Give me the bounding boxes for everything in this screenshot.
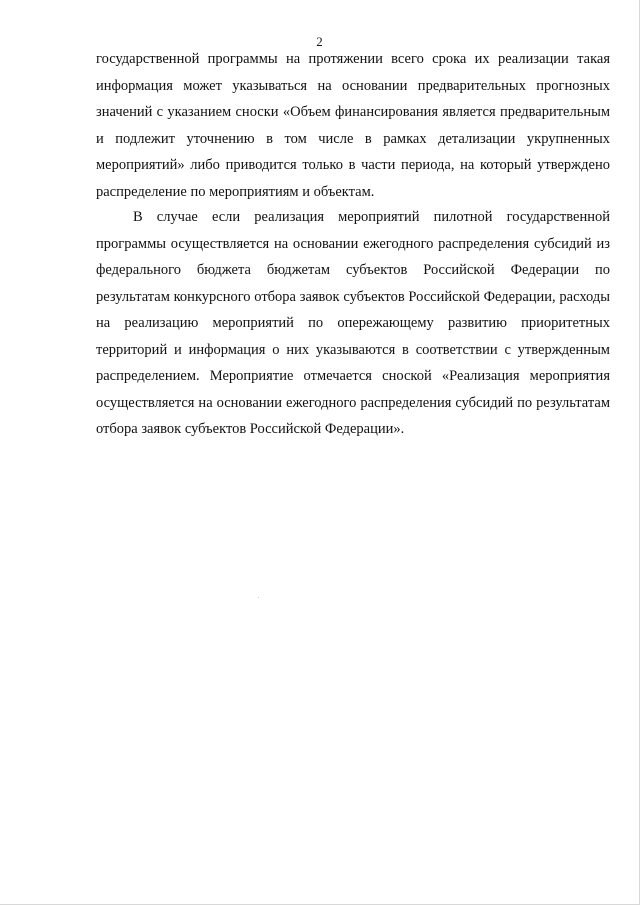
paragraph-subsidies	[96, 204, 610, 443]
page-number: 2	[316, 34, 323, 49]
paragraph-text: В случае если реализация мероприятий пилотной государственной программы осуществляется на основании ежегодного распределения субсидий из федерального бюджета бюджетам субъектов Российской Федерации по результатам конкурсного отбора заявок субъектов Российской Федерации, расходы на реализацию мероприятий по опережающему развитию приоритетных территорий и информация о них указываются в соответствии с утвержденным распределением. Мероприятие отмечается сноской «Реализация мероприятия осуществляется на основании ежегодного распределения субсидий по результатам отбора заявок субъектов Российской Федерации».	[96, 209, 610, 437]
scan-artifact	[258, 597, 259, 598]
paragraph-text: государственной программы на протяжении всего срока их реализации такая информация может указываться на основании предварительных прогнозных значений с указанием сноски «Объем финансирования является предварительным и подлежит уточнению в том числе в рамках детализации укрупненных мероприятий» либо приводится только в части периода, на который утверждено распределение по мероприятиям и объектам.	[96, 51, 610, 200]
paragraph-continuation	[96, 46, 610, 205]
